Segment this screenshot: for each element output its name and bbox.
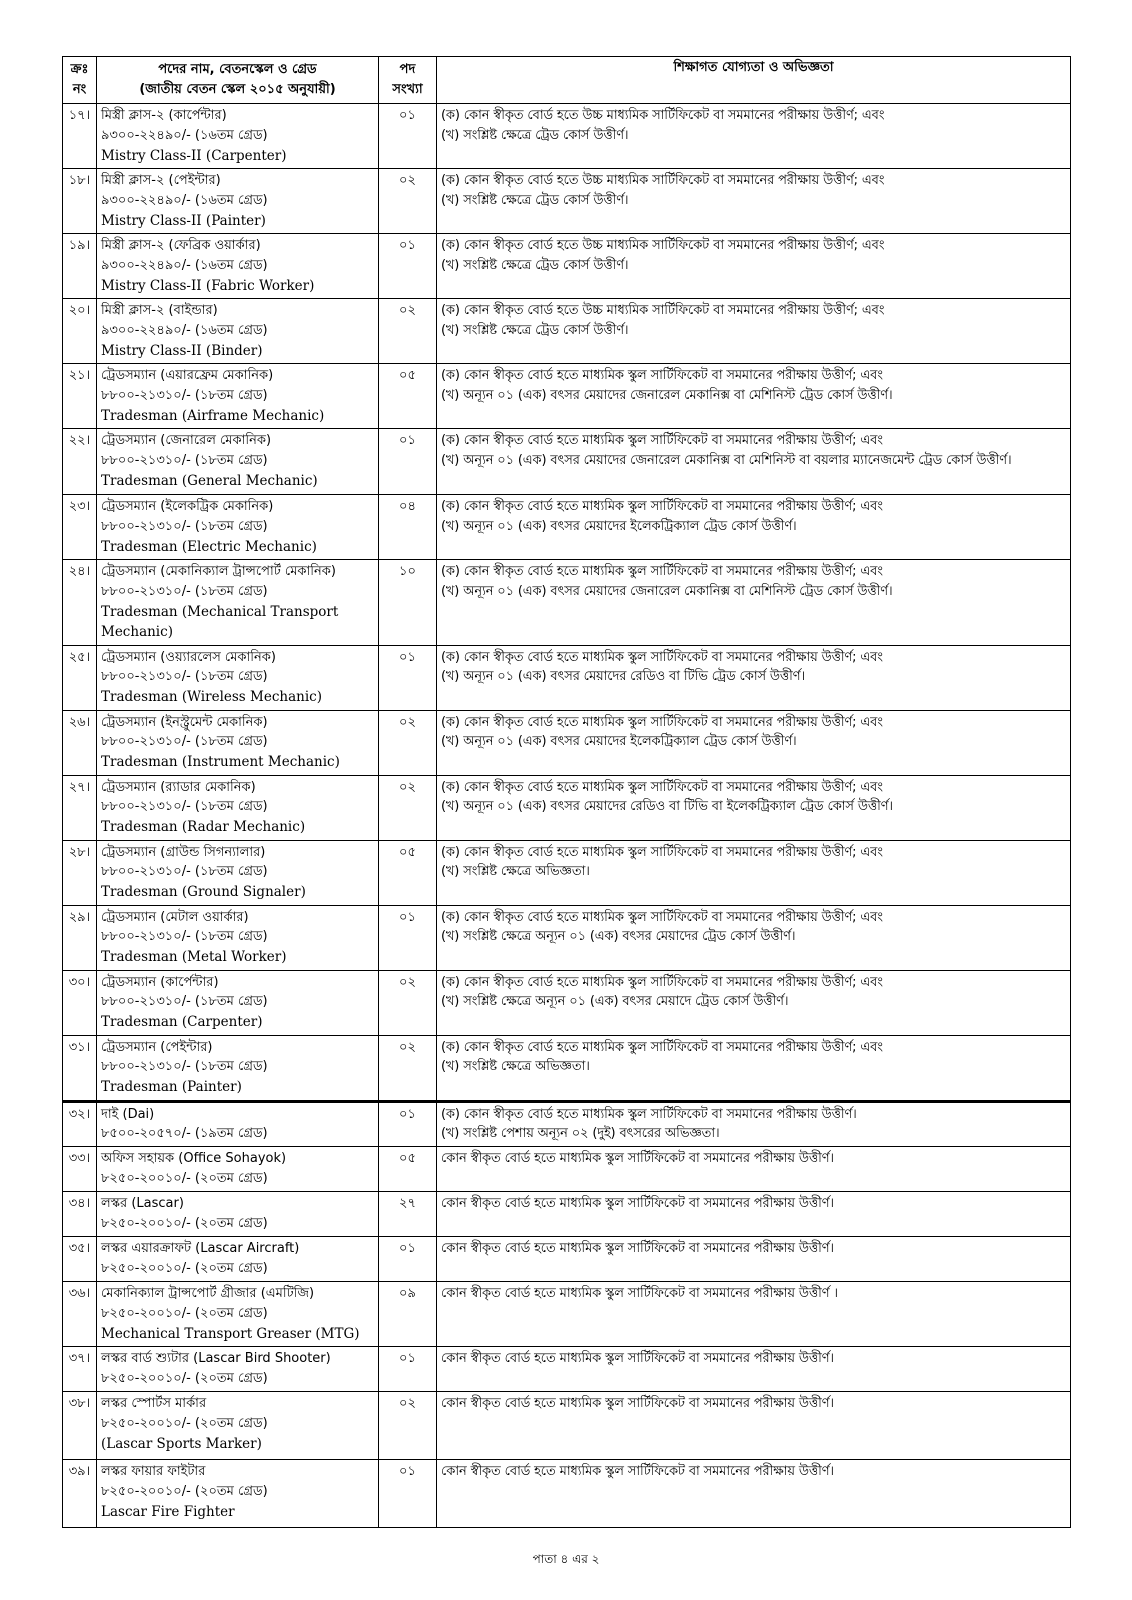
post-cell (97, 970, 379, 1035)
pay-scale: ৮৮০০-২১৩১০/- (১৮তম গ্রেড) (101, 734, 268, 750)
qualification-line: কোন স্বীকৃত বোর্ড হতে মাধ্যমিক স্কুল সার্টিফিকেট বা সমমানের পরীক্ষায় উত্তীর্ণ। (441, 1241, 834, 1257)
post-title: ট্রেডসম্যান (মেটাল ওয়ার্কার) (101, 909, 249, 925)
pay-scale: ৮২৫০-২০০১০/- (২০তম গ্রেড) (101, 1215, 268, 1231)
table-row (63, 234, 1071, 299)
header-count-line1: পদ (399, 61, 416, 77)
pay-scale: ৯৩০০-২২৪৯০/- (১৬তম গ্রেড) (101, 192, 268, 208)
post-title: দাই (Dai) (101, 1106, 155, 1122)
qualification-cell (437, 775, 1071, 840)
post-count-cell: ০২ (379, 1392, 437, 1460)
pay-scale: ৮৮০০-২১৩১০/- (১৮তম গ্রেড) (101, 518, 268, 534)
serial-cell: ১৮। (63, 169, 97, 234)
qualification-cell (437, 560, 1071, 646)
post-count-cell: ০১ (379, 1460, 437, 1528)
pay-scale: ৮২৫০-২০০১০/- (২০তম গ্রেড) (101, 1170, 268, 1186)
table-row (63, 775, 1071, 840)
qualification-line: (খ) অন্যূন ০১ (এক) বৎসর মেয়াদের ইলেকট্রিক্যাল ট্রেড কোর্স উত্তীর্ণ। (441, 518, 797, 534)
post-title: মিস্ত্রী ক্লাস-২ (পেইন্টার) (101, 173, 221, 189)
post-title: লস্কর স্পোর্টস মার্কার (101, 1396, 207, 1412)
post-title: ট্রেডসম্যান (পেইন্টার) (101, 1039, 213, 1055)
post-title: ট্রেডসম্যান (মেকানিক্যাল ট্রান্সপোর্ট মেকানিক) (101, 564, 336, 580)
serial-cell: ৩৭। (63, 1347, 97, 1392)
post-count-cell: ০১ (379, 1347, 437, 1392)
post-cell (97, 1282, 379, 1347)
post-count-cell: ০২ (379, 710, 437, 775)
header-serial (63, 57, 97, 104)
qualification-cell (437, 1237, 1071, 1282)
pay-scale: ৮৮০০-২১৩১০/- (১৮তম গ্রেড) (101, 452, 268, 468)
table-row (63, 1460, 1071, 1528)
table-row (63, 905, 1071, 970)
qualification-line: কোন স্বীকৃত বোর্ড হতে মাধ্যমিক স্কুল সার্টিফিকেট বা সমমানের পরীক্ষায় উত্তীর্ণ । (441, 1286, 838, 1302)
qualification-line: (ক) কোন স্বীকৃত বোর্ড হতে মাধ্যমিক স্কুল সার্টিফিকেট বা সমমানের পরীক্ষায় উত্তীর্ণ; এবং (441, 844, 883, 860)
qualification-line: (খ) অন্যূন ০১ (এক) বৎসর মেয়াদের জেনারেল মেকানিক্স বা মেশিনিস্ট বা বয়লার ম্যানেজমেন্ট ট্রেড কোর্স উত্তীর্ণ। (441, 452, 1012, 468)
post-cell (97, 560, 379, 646)
qualification-line: (ক) কোন স্বীকৃত বোর্ড হতে উচ্চ মাধ্যমিক সার্টিফিকেট বা সমমানের পরীক্ষায় উত্তীর্ণ; এবং (441, 238, 885, 254)
qualification-cell (437, 1147, 1071, 1192)
post-title-english: (Lascar Sports Marker) (101, 1435, 262, 1452)
post-count-cell: ০২ (379, 775, 437, 840)
post-title-english: Tradesman (Electric Mechanic) (101, 538, 317, 555)
qualification-cell (437, 1035, 1071, 1101)
pay-scale: ৯৩০০-২২৪৯০/- (১৬তম গ্রেড) (101, 257, 268, 273)
table-row (63, 970, 1071, 1035)
pay-scale: ৮৮০০-২১৩১০/- (১৮তম গ্রেড) (101, 799, 268, 815)
serial-cell: ৩৪। (63, 1192, 97, 1237)
post-cell (97, 495, 379, 560)
post-count-cell: ০১ (379, 234, 437, 299)
pay-scale: ৮৮০০-২১৩১০/- (১৮তম গ্রেড) (101, 994, 268, 1010)
post-title: ট্রেডসম্যান (কার্পেন্টার) (101, 974, 219, 990)
pay-scale: ৮৮০০-২১৩১০/- (১৮তম গ্রেড) (101, 864, 268, 880)
post-cell (97, 710, 379, 775)
serial-cell: ৩৯। (63, 1460, 97, 1528)
post-cell (97, 645, 379, 710)
post-title-english: Tradesman (Ground Signaler) (101, 884, 306, 901)
pay-scale: ৮৮০০-২১৩১০/- (১৮তম গ্রেড) (101, 669, 268, 685)
qualification-line: (খ) অন্যূন ০১ (এক) বৎসর মেয়াদের রেডিও বা টিভি বা ইলেকট্রিক্যাল ট্রেড কোর্স উত্তীর্ণ। (441, 799, 893, 815)
qualification-line: (ক) কোন স্বীকৃত বোর্ড হতে মাধ্যমিক স্কুল সার্টিফিকেট বা সমমানের পরীক্ষায় উত্তীর্ণ; এবং (441, 1039, 883, 1055)
qualification-cell (437, 1460, 1071, 1528)
qualification-line: (ক) কোন স্বীকৃত বোর্ড হতে উচ্চ মাধ্যমিক সার্টিফিকেট বা সমমানের পরীক্ষায় উত্তীর্ণ; এবং (441, 108, 885, 123)
post-cell (97, 104, 379, 169)
qualification-cell (437, 710, 1071, 775)
post-count-cell: ০২ (379, 169, 437, 234)
post-cell (97, 1101, 379, 1147)
qualification-line: (খ) সংশ্লিষ্ট ক্ষেত্রে ট্রেড কোর্স উত্তীর্ণ। (441, 127, 629, 143)
qualification-line: (খ) সংশ্লিষ্ট ক্ষেত্রে অভিজ্ঞতা। (441, 1059, 590, 1075)
header-post (97, 57, 379, 104)
qualification-line: কোন স্বীকৃত বোর্ড হতে মাধ্যমিক স্কুল সার্টিফিকেট বা সমমানের পরীক্ষায় উত্তীর্ণ। (441, 1351, 834, 1367)
post-title: অফিস সহায়ক (Office Sohayok) (101, 1151, 287, 1167)
serial-cell: ২২। (63, 429, 97, 495)
table-row (63, 299, 1071, 364)
table-row (63, 1101, 1071, 1147)
post-title-english: Tradesman (Painter) (101, 1079, 242, 1096)
posts-table (62, 56, 1071, 1528)
qualification-cell (437, 1392, 1071, 1460)
pay-scale: ৯৩০০-২২৪৯০/- (১৬তম গ্রেড) (101, 127, 268, 143)
qualification-cell (437, 429, 1071, 495)
qualification-cell (437, 840, 1071, 905)
pay-scale: ৮২৫০-২০০১০/- (২০তম গ্রেড) (101, 1416, 268, 1431)
qualification-line: (খ) সংশ্লিষ্ট ক্ষেত্রে অন্যূন ০১ (এক) বৎসর মেয়াদে ট্রেড কোর্স উত্তীর্ণ। (441, 994, 789, 1010)
pay-scale: ৮৮০০-২১৩১০/- (১৮তম গ্রেড) (101, 387, 268, 403)
serial-cell: ২১। (63, 364, 97, 429)
post-title-english: Tradesman (Metal Worker) (101, 949, 287, 966)
qualification-cell (437, 1347, 1071, 1392)
table-row (63, 1347, 1071, 1392)
qualification-cell (437, 299, 1071, 364)
qualification-line: (ক) কোন স্বীকৃত বোর্ড হতে মাধ্যমিক স্কুল সার্টিফিকেট বা সমমানের পরীক্ষায় উত্তীর্ণ; এবং (441, 649, 883, 665)
post-cell (97, 775, 379, 840)
pay-scale: ৮২৫০-২০০১০/- (২০তম গ্রেড) (101, 1484, 268, 1499)
post-title-english: Lascar Fire Fighter (101, 1503, 235, 1520)
qualification-cell (437, 104, 1071, 169)
serial-cell: ২৬। (63, 710, 97, 775)
pay-scale: ৮২৫০-২০০১০/- (২০তম গ্রেড) (101, 1305, 268, 1321)
post-title: ট্রেডসম্যান (ওয়্যারলেস মেকানিক) (101, 649, 276, 665)
qualification-line: (ক) কোন স্বীকৃত বোর্ড হতে মাধ্যমিক স্কুল সার্টিফিকেট বা সমমানের পরীক্ষায় উত্তীর্ণ। (441, 1106, 857, 1122)
table-row (63, 560, 1071, 646)
post-count-cell: ০১ (379, 905, 437, 970)
qualification-cell (437, 970, 1071, 1035)
post-title: মিস্ত্রী ক্লাস-২ (ফেব্রিক ওয়ার্কার) (101, 238, 261, 254)
qualification-line: (ক) কোন স্বীকৃত বোর্ড হতে মাধ্যমিক স্কুল সার্টিফিকেট বা সমমানের পরীক্ষায় উত্তীর্ণ; এবং (441, 433, 883, 449)
qualification-line: (খ) অন্যূন ০১ (এক) বৎসর মেয়াদের জেনারেল মেকানিক্স বা মেশিনিস্ট ট্রেড কোর্স উত্তীর্ণ। (441, 583, 893, 599)
post-count-cell: ১০ (379, 560, 437, 646)
qualification-cell (437, 169, 1071, 234)
post-title-english: Mistry Class-II (Painter) (101, 212, 266, 229)
qualification-line: (খ) সংশ্লিষ্ট পেশায় অন্যূন ০২ (দুই) বৎসরের অভিজ্ঞতা। (441, 1126, 720, 1142)
qualification-line: (ক) কোন স্বীকৃত বোর্ড হতে উচ্চ মাধ্যমিক সার্টিফিকেট বা সমমানের পরীক্ষায় উত্তীর্ণ; এবং (441, 303, 885, 319)
post-title: লস্কর বার্ড শ্যুটার (Lascar Bird Shooter) (101, 1351, 331, 1367)
header-qualification (437, 57, 1071, 104)
qualification-cell (437, 364, 1071, 429)
post-cell (97, 1035, 379, 1101)
table-body (63, 104, 1071, 1528)
post-count-cell: ০১ (379, 429, 437, 495)
post-count-cell: ০৪ (379, 495, 437, 560)
post-title-english: Tradesman (General Mechanic) (101, 472, 318, 489)
table-header-row (63, 57, 1071, 104)
post-cell (97, 299, 379, 364)
table-row (63, 429, 1071, 495)
post-count-cell: ০৫ (379, 364, 437, 429)
post-title-english: Mistry Class-II (Carpenter) (101, 147, 287, 164)
pay-scale: ৮২৫০-২০০১০/- (২০তম গ্রেড) (101, 1371, 268, 1386)
post-title: মিস্ত্রী ক্লাস-২ (বাইন্ডার) (101, 303, 218, 319)
post-count-cell: ০১ (379, 645, 437, 710)
header-count-line2: সংখ্যা (392, 82, 423, 97)
header-serial-line1: ক্রঃ (70, 61, 89, 77)
serial-cell: ২৯। (63, 905, 97, 970)
qualification-line: (ক) কোন স্বীকৃত বোর্ড হতে মাধ্যমিক স্কুল সার্টিফিকেট বা সমমানের পরীক্ষায় উত্তীর্ণ; এবং (441, 909, 883, 925)
post-title: লস্কর (Lascar) (101, 1196, 184, 1212)
table-row (63, 1147, 1071, 1192)
serial-cell: ৩৫। (63, 1237, 97, 1282)
post-cell (97, 1147, 379, 1192)
post-title: ট্রেডসম্যান (ইলেকট্রিক মেকানিক) (101, 499, 274, 515)
post-cell (97, 1392, 379, 1460)
post-cell (97, 234, 379, 299)
post-title: ট্রেডসম্যান (জেনারেল মেকানিক) (101, 433, 272, 449)
serial-cell: ২৮। (63, 840, 97, 905)
qualification-line: কোন স্বীকৃত বোর্ড হতে মাধ্যমিক স্কুল সার্টিফিকেট বা সমমানের পরীক্ষায় উত্তীর্ণ। (441, 1196, 834, 1212)
pay-scale: ৯৩০০-২২৪৯০/- (১৬তম গ্রেড) (101, 322, 268, 338)
table-row (63, 710, 1071, 775)
serial-cell: ২৫। (63, 645, 97, 710)
qualification-cell (437, 1101, 1071, 1147)
post-count-cell: ০২ (379, 970, 437, 1035)
table-row (63, 1392, 1071, 1460)
qualification-cell (437, 234, 1071, 299)
post-cell (97, 1347, 379, 1392)
qualification-line: (খ) সংশ্লিষ্ট ক্ষেত্রে ট্রেড কোর্স উত্তীর্ণ। (441, 322, 629, 338)
serial-cell: ২৩। (63, 495, 97, 560)
post-cell (97, 364, 379, 429)
qualification-line: (ক) কোন স্বীকৃত বোর্ড হতে উচ্চ মাধ্যমিক সার্টিফিকেট বা সমমানের পরীক্ষায় উত্তীর্ণ; এবং (441, 173, 885, 189)
post-title-english: Mechanical Transport Greaser (MTG) (101, 1325, 360, 1342)
post-cell (97, 905, 379, 970)
post-title-english: Tradesman (Mechanical Transport (101, 603, 339, 620)
post-count-cell: ০১ (379, 104, 437, 169)
table-row (63, 1237, 1071, 1282)
post-count-cell: ০২ (379, 1035, 437, 1101)
page-footer: পাতা ৪ এর ২ (532, 1552, 600, 1566)
document-page (62, 56, 1070, 1528)
qualification-cell (437, 1282, 1071, 1347)
qualification-line: (ক) কোন স্বীকৃত বোর্ড হতে মাধ্যমিক স্কুল সার্টিফিকেট বা সমমানের পরীক্ষায় উত্তীর্ণ; এবং (441, 564, 883, 580)
table-row (63, 1035, 1071, 1101)
serial-cell: ২৭। (63, 775, 97, 840)
post-count-cell: ০১ (379, 1237, 437, 1282)
table-row (63, 840, 1071, 905)
pay-scale: ৮৮০০-২১৩১০/- (১৮তম গ্রেড) (101, 1059, 268, 1075)
qualification-line: (ক) কোন স্বীকৃত বোর্ড হতে মাধ্যমিক স্কুল সার্টিফিকেট বা সমমানের পরীক্ষায় উত্তীর্ণ; এবং (441, 368, 883, 384)
qualification-line: (ক) কোন স্বীকৃত বোর্ড হতে মাধ্যমিক স্কুল সার্টিফিকেট বা সমমানের পরীক্ষায় উত্তীর্ণ; এবং (441, 714, 883, 730)
post-cell (97, 1460, 379, 1528)
table-row (63, 104, 1071, 169)
header-serial-line2: নং (72, 82, 87, 97)
header-qualification-text: শিক্ষাগত যোগ্যতা ও অভিজ্ঞতা (673, 60, 834, 75)
table-row (63, 645, 1071, 710)
qualification-cell (437, 1192, 1071, 1237)
serial-cell: ৩৬। (63, 1282, 97, 1347)
post-title-english: Tradesman (Radar Mechanic) (101, 819, 306, 836)
table-row (63, 364, 1071, 429)
qualification-cell (437, 905, 1071, 970)
table-row (63, 169, 1071, 234)
table-row (63, 1192, 1071, 1237)
pay-scale: ৮৮০০-২১৩১০/- (১৮তম গ্রেড) (101, 583, 268, 599)
serial-cell: ৩২। (63, 1101, 97, 1147)
post-title-english: Mistry Class-II (Fabric Worker) (101, 277, 315, 294)
qualification-line: (খ) অন্যূন ০১ (এক) বৎসর মেয়াদের ইলেকট্রিক্যাল ট্রেড কোর্স উত্তীর্ণ। (441, 734, 797, 750)
serial-cell: ৩৩। (63, 1147, 97, 1192)
post-count-cell: ২৭ (379, 1192, 437, 1237)
post-title: ট্রেডসম্যান (র‌্যাডার মেকানিক) (101, 779, 256, 795)
qualification-line: (ক) কোন স্বীকৃত বোর্ড হতে মাধ্যমিক স্কুল সার্টিফিকেট বা সমমানের পরীক্ষায় উত্তীর্ণ; এবং (441, 974, 883, 990)
post-title-english: Tradesman (Wireless Mechanic) (101, 689, 322, 706)
pay-scale: ৮২৫০-২০০১০/- (২০তম গ্রেড) (101, 1260, 268, 1276)
qualification-line: (খ) অন্যূন ০১ (এক) বৎসর মেয়াদের জেনারেল মেকানিক্স বা মেশিনিস্ট ট্রেড কোর্স উত্তীর্ণ। (441, 387, 893, 403)
serial-cell: ৩৮। (63, 1392, 97, 1460)
pay-scale: ৮৫০০-২০৫৭০/- (১৯তম গ্রেড) (101, 1126, 268, 1142)
header-count (379, 57, 437, 104)
serial-cell: ২০। (63, 299, 97, 364)
serial-cell: ১৭। (63, 104, 97, 169)
post-title: ট্রেডসম্যান (এয়ারফ্রেম মেকানিক) (101, 368, 274, 384)
post-cell (97, 840, 379, 905)
header-post-line2: (জাতীয় বেতন স্কেল ২০১৫ অনুযায়ী) (139, 82, 336, 97)
post-title-english: Tradesman (Instrument Mechanic) (101, 754, 340, 771)
qualification-line: (খ) সংশ্লিষ্ট ক্ষেত্রে অন্যূন ০১ (এক) বৎসর মেয়াদের ট্রেড কোর্স উত্তীর্ণ। (441, 929, 796, 945)
post-cell (97, 1192, 379, 1237)
post-count-cell: ০১ (379, 1101, 437, 1147)
post-title: লস্কর এয়ারক্রাফট (Lascar Aircraft) (101, 1241, 300, 1257)
post-title: মেকানিক্যাল ট্রান্সপোর্ট গ্রীজার (এমটিজি) (101, 1286, 315, 1302)
post-count-cell: ০৯ (379, 1282, 437, 1347)
post-count-cell: ০৫ (379, 1147, 437, 1192)
pay-scale: ৮৮০০-২১৩১০/- (১৮তম গ্রেড) (101, 929, 268, 945)
qualification-cell (437, 645, 1071, 710)
post-title: ট্রেডসম্যান (গ্রাউন্ড সিগন্যালার) (101, 844, 266, 860)
post-title: লস্কর ফায়ার ফাইটার (101, 1464, 206, 1480)
qualification-line: (খ) সংশ্লিষ্ট ক্ষেত্রে ট্রেড কোর্স উত্তীর্ণ। (441, 192, 629, 208)
post-cell (97, 429, 379, 495)
qualification-line: কোন স্বীকৃত বোর্ড হতে মাধ্যমিক স্কুল সার্টিফিকেট বা সমমানের পরীক্ষায় উত্তীর্ণ। (441, 1396, 834, 1412)
qualification-line: (ক) কোন স্বীকৃত বোর্ড হতে মাধ্যমিক স্কুল সার্টিফিকেট বা সমমানের পরীক্ষায় উত্তীর্ণ; এবং (441, 779, 883, 795)
post-title-english: Tradesman (Carpenter) (101, 1014, 263, 1031)
post-title-english: Mistry Class-II (Binder) (101, 342, 263, 359)
post-title: ট্রেডসম্যান (ইনস্ট্রুমেন্ট মেকানিক) (101, 714, 268, 730)
post-title-english: Tradesman (Airframe Mechanic) (101, 407, 325, 424)
serial-cell: ৩১। (63, 1035, 97, 1101)
post-title-english-cont: Mechanic) (101, 624, 173, 641)
qualification-line: (খ) অন্যূন ০১ (এক) বৎসর মেয়াদের রেডিও বা টিভি ট্রেড কোর্স উত্তীর্ণ। (441, 669, 805, 685)
qualification-line: কোন স্বীকৃত বোর্ড হতে মাধ্যমিক স্কুল সার্টিফিকেট বা সমমানের পরীক্ষায় উত্তীর্ণ। (441, 1464, 834, 1480)
qualification-line: (ক) কোন স্বীকৃত বোর্ড হতে মাধ্যমিক স্কুল সার্টিফিকেট বা সমমানের পরীক্ষায় উত্তীর্ণ; এবং (441, 499, 883, 515)
serial-cell: ২৪। (63, 560, 97, 646)
serial-cell: ১৯। (63, 234, 97, 299)
table-row (63, 495, 1071, 560)
qualification-line: (খ) সংশ্লিষ্ট ক্ষেত্রে অভিজ্ঞতা। (441, 864, 590, 880)
header-post-line1: পদের নাম, বেতনস্কেল ও গ্রেড (158, 61, 317, 77)
serial-cell: ৩০। (63, 970, 97, 1035)
post-count-cell: ০৫ (379, 840, 437, 905)
qualification-cell (437, 495, 1071, 560)
post-cell (97, 169, 379, 234)
qualification-line: (খ) সংশ্লিষ্ট ক্ষেত্রে ট্রেড কোর্স উত্তীর্ণ। (441, 257, 629, 273)
post-count-cell: ০২ (379, 299, 437, 364)
post-cell (97, 1237, 379, 1282)
qualification-line: কোন স্বীকৃত বোর্ড হতে মাধ্যমিক স্কুল সার্টিফিকেট বা সমমানের পরীক্ষায় উত্তীর্ণ। (441, 1151, 834, 1167)
post-title: মিস্ত্রী ক্লাস-২ (কার্পেন্টার) (101, 108, 227, 123)
table-row (63, 1282, 1071, 1347)
